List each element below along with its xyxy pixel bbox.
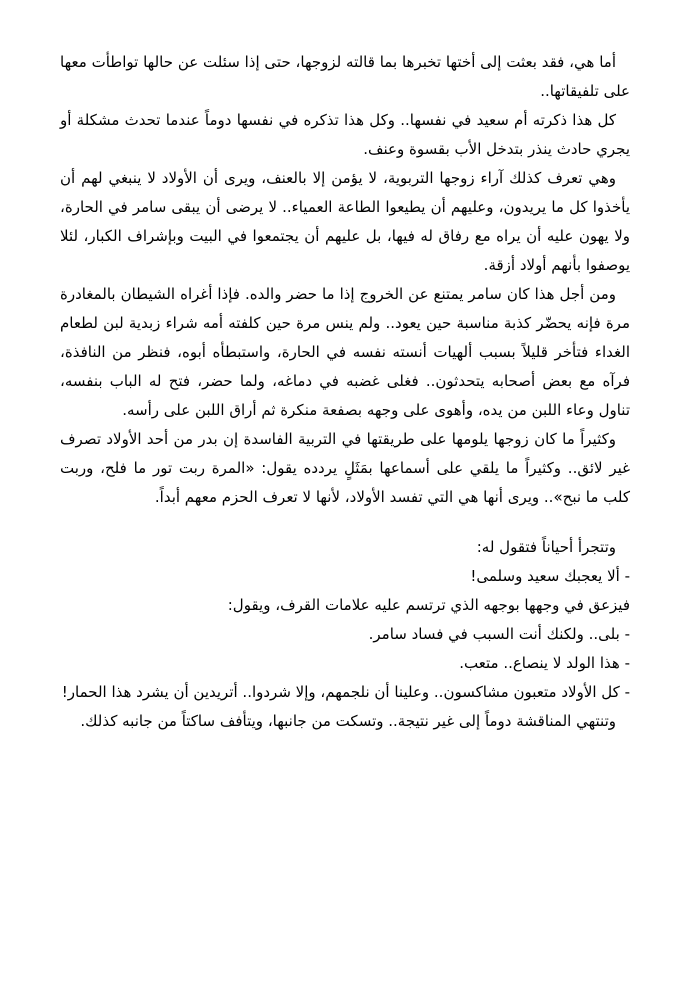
paragraph-5: وكثيراً ما كان زوجها يلومها على طريقتها في التربية الفاسدة إن بدر من أحد الأولاد تصرف غير لائق.. وكثيراً ما يلقي على أسماعها بمَثَلٍ يردده يقول: «المرة ربت تور ما فلح، وربت كلب ما نبح».. ويرى أنها هي التي تفسد الأولاد، لأنها لا تعرف الحزم معهم أبداً.	[60, 430, 630, 506]
paragraph-2: كل هذا ذكرته أم سعيد في نفسها.. وكل هذا تذكره في نفسها دوماً عندما تحدث مشكلة أو يجري حادث ينذر بتدخل الأب بقسوة وعنف.	[60, 111, 630, 158]
dialogue-line-1: وتتجرأ أحياناً فتقول له:	[476, 538, 616, 556]
dialogue-line-6: - كل الأولاد متعبون مشاكسون.. وعلينا أن نلجمهم، وإلا شردوا.. أتريدين أن يشرد هذا الحمار!	[61, 683, 630, 701]
paragraph-3: وهي تعرف كذلك آراء زوجها التربوية، لا يؤمن إلا بالعنف، ويرى أن الأولاد لا ينبغي لهم أن يأخذوا كل ما يريدون، وعليهم أن يطيعوا الطاعة العمياء.. لا يرضى أن يبقى سامر في الحارة، ولا يهون عليه أن يراه مع رفاق له فيها، بل عليهم أن يجتمعوا في البيت وبإشراف الكبار، لئلا يوصفوا بأنهم أولاد أزقة.	[60, 169, 630, 274]
page-text	[60, 48, 630, 736]
dialogue-line-2: - ألا يعجبك سعيد وسلمى!	[470, 567, 630, 585]
dialogue-line-3: فيزعق في وجهها بوجهه الذي ترتسم عليه علامات القرف، ويقول:	[227, 596, 630, 614]
dialogue-line-5: - هذا الولد لا ينصاع.. متعب.	[459, 654, 630, 672]
dialogue-line-7: وتنتهي المناقشة دوماً إلى غير نتيجة.. وتسكت من جانبها، ويتأفف ساكتاً من جانبه كذلك.	[80, 712, 616, 730]
paragraph-4: ومن أجل هذا كان سامر يمتنع عن الخروج إذا ما حضر والده. فإذا أغراه الشيطان بالمغادرة مرة فإنه يحضّر كذبة مناسبة حين يعود.. ولم ينس مرة حين كلفته أمه شراء زبدية لبن لطعام الغداء فتأخر قليلاً بسبب ألهيات أنسته نفسه في الحارة، واستبطأه أبوه، فنظر من النافذة، فرآه مع بعض أصحابه يتحدثون.. فغلى غضبه في دماغه، ولما حضر، فتح له الباب بنفسه، تناول وعاء اللبن من يده، وأهوى على وجهه بصفعة منكرة ثم أراق اللبن على رأسه.	[60, 285, 630, 419]
section-spacer	[60, 512, 630, 533]
paragraph-1: أما هي، فقد بعثت إلى أختها تخبرها بما قالته لزوجها، حتى إذا سئلت عن حالها تواطأت معها على تلفيقاتها..	[60, 53, 630, 100]
dialogue-line-4: - بلى.. ولكنك أنت السبب في فساد سامر.	[368, 625, 630, 643]
